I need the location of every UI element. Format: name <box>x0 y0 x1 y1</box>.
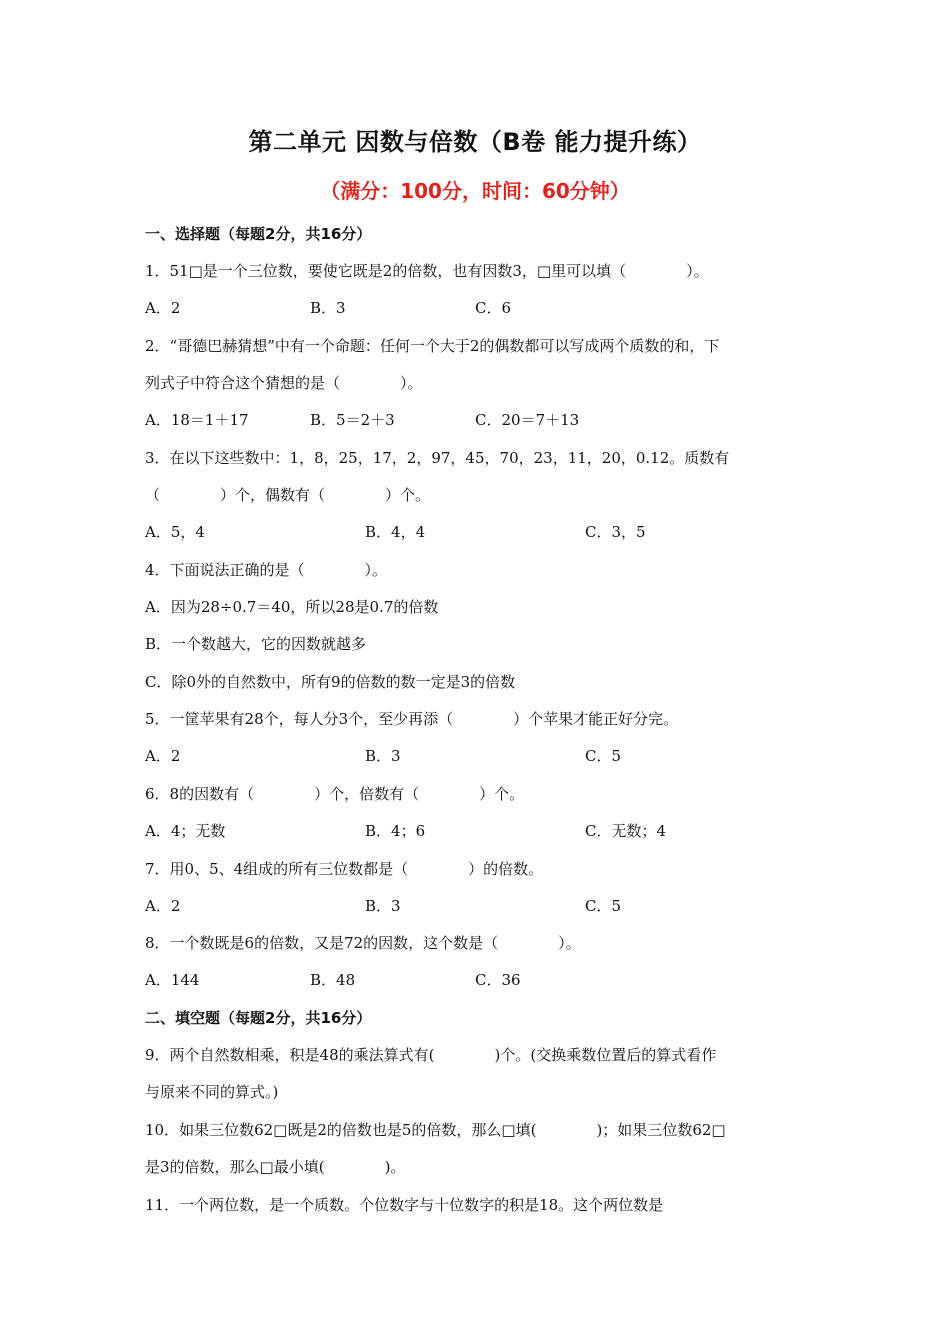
question-10-stem-line1: 10．如果三位数62□既是2的倍数也是5的倍数，那么□填( )；如果三位数62□ <box>145 1121 726 1139</box>
option-c: C．5 <box>585 747 622 765</box>
option-b: B．4；6 <box>365 822 426 840</box>
question-1-stem: 1．51□是一个三位数，要使它既是2的倍数，也有因数3，□里可以填（ ）。 <box>145 262 709 280</box>
option-b: B．3 <box>365 747 401 765</box>
option-b: B．48 <box>310 971 356 989</box>
section-heading-fill: 二、填空题（每题2分，共16分） <box>145 1009 372 1027</box>
page-subtitle: （满分：100分，时间：60分钟） <box>320 179 630 203</box>
question-9-stem-line2: 与原来不同的算式。) <box>145 1083 279 1101</box>
question-11-stem-line1: 11．一个两位数，是一个质数。个位数字与十位数字的积是18。这个两位数是 <box>145 1196 664 1214</box>
option-c: C．5 <box>585 897 622 915</box>
question-8-stem: 8．一个数既是6的倍数，又是72的因数，这个数是（ ）。 <box>145 934 581 952</box>
option-c: C．无数；4 <box>585 822 667 840</box>
page-title: 第二单元 因数与倍数（B卷 能力提升练） <box>248 128 702 156</box>
option-b: B．5＝2＋3 <box>310 411 395 429</box>
section-heading-choice: 一、选择题（每题2分，共16分） <box>145 225 372 243</box>
option-b: B．3 <box>310 299 346 317</box>
option-b: B．3 <box>365 897 401 915</box>
option-c: C．36 <box>475 971 521 989</box>
option-a: A．2 <box>145 897 181 915</box>
option-c: C．6 <box>475 299 512 317</box>
option-c: C．3，5 <box>585 523 646 541</box>
question-4-option-b: B．一个数越大，它的因数就越多 <box>145 635 367 653</box>
question-5-stem: 5．一筐苹果有28个，每人分3个，至少再添（ ）个苹果才能正好分完。 <box>145 710 679 728</box>
option-b: B．4，4 <box>365 523 426 541</box>
option-a: A．2 <box>145 747 181 765</box>
option-a: A．144 <box>145 971 200 989</box>
option-a: A．4；无数 <box>145 822 226 840</box>
question-10-stem-line2: 是3的倍数，那么□最小填( )。 <box>145 1158 406 1176</box>
option-a: A．18＝1＋17 <box>145 411 249 429</box>
question-4-option-a: A．因为28÷0.7＝40，所以28是0.7的倍数 <box>145 598 439 616</box>
question-6-stem: 6．8的因数有（ ）个，倍数有（ ）个。 <box>145 785 525 803</box>
option-a: A．2 <box>145 299 181 317</box>
question-7-stem: 7．用0、5、4组成的所有三位数都是（ ）的倍数。 <box>145 860 544 878</box>
question-9-stem-line1: 9．两个自然数相乘，积是48的乘法算式有( )个。(交换乘数位置后的算式看作 <box>145 1046 717 1064</box>
question-4-stem: 4．下面说法正确的是（ ）。 <box>145 561 388 579</box>
option-a: A．5，4 <box>145 523 205 541</box>
question-3-stem-line1: 3．在以下这些数中：1，8，25，17，2，97，45，70，23，11，20，0.12。质数有 <box>145 449 730 467</box>
question-2-stem-line2: 列式子中符合这个猜想的是（ ）。 <box>145 374 423 392</box>
question-3-stem-line2: （ ）个，偶数有（ ）个。 <box>145 486 431 504</box>
question-2-stem-line1: 2．“哥德巴赫猜想”中有一个命题：任何一个大于2的偶数都可以写成两个质数的和，下 <box>145 337 720 355</box>
option-c: C．20＝7＋13 <box>475 411 580 429</box>
question-4-option-c: C．除0外的自然数中，所有9的倍数的数一定是3的倍数 <box>145 673 516 691</box>
